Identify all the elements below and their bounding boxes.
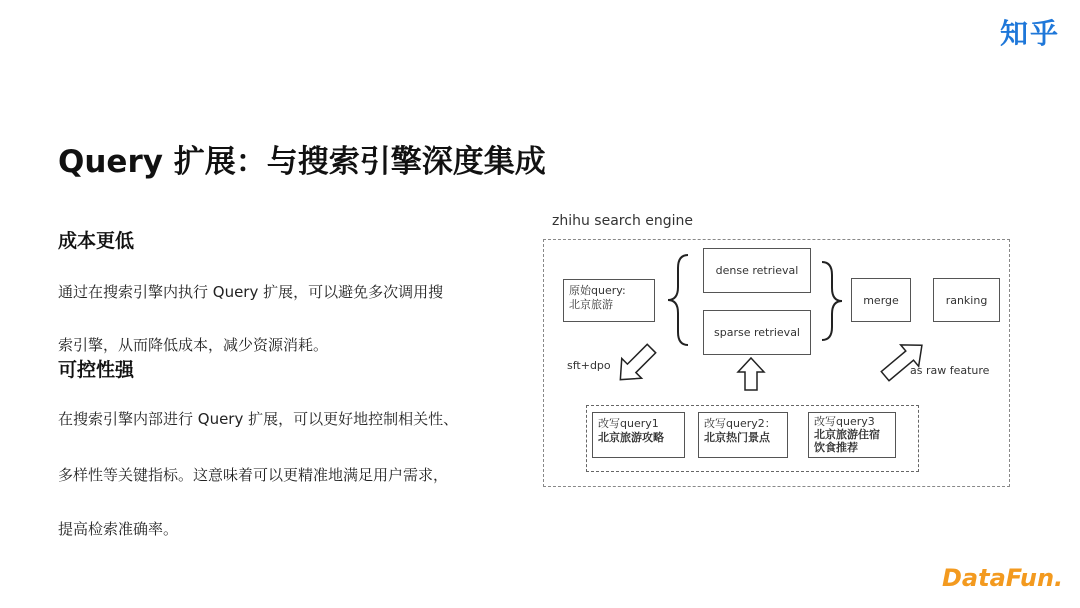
diagram-title: zhihu search engine bbox=[552, 213, 694, 229]
section-control-line-3: 提高检索准确率。 bbox=[58, 520, 179, 538]
section-heading-control: 可控性强 bbox=[58, 359, 135, 381]
sparse-retrieval-label: sparse retrieval bbox=[714, 326, 800, 339]
original-query-label: 原始query: bbox=[569, 284, 626, 297]
ranking-label: ranking bbox=[945, 293, 988, 307]
rewrite-query-1-label: 改写query1 bbox=[598, 417, 659, 430]
section-control-line-1: 在搜索引擎内部进行 Query 扩展，可以更好地控制相关性、 bbox=[58, 410, 459, 428]
rewrite-query-3-value-1: 北京旅游住宿 bbox=[814, 428, 880, 441]
sft-dpo-label: sft+dpo bbox=[567, 359, 611, 372]
rewrite-query-3-value-2: 饮食推荐 bbox=[814, 441, 858, 454]
arrow-down-right-icon bbox=[610, 339, 661, 390]
dense-retrieval-label: dense retrieval bbox=[715, 264, 799, 277]
original-query-value: 北京旅游 bbox=[569, 298, 613, 311]
right-brace-icon bbox=[822, 262, 842, 340]
page-title: Query 扩展：与搜索引擎深度集成 bbox=[58, 144, 546, 180]
merge-label: merge bbox=[863, 293, 899, 307]
section-cost-line-2: 索引擎，从而降低成本，减少资源消耗。 bbox=[58, 336, 329, 354]
arrow-up-icon bbox=[738, 358, 764, 390]
section-cost-line-1: 通过在搜索引擎内执行 Query 扩展，可以避免多次调用搜 bbox=[58, 283, 444, 301]
arrow-up-right-icon bbox=[876, 335, 931, 387]
section-heading-cost: 成本更低 bbox=[58, 230, 135, 252]
rewrite-query-2-value: 北京热门景点 bbox=[704, 431, 770, 444]
rewrite-query-2-label: 改写query2： bbox=[704, 417, 776, 430]
rewrite-query-3-label: 改写query3 bbox=[814, 415, 875, 428]
left-brace-icon bbox=[668, 255, 688, 345]
rewrite-query-1-value: 北京旅游攻略 bbox=[598, 431, 664, 444]
raw-feature-label: as raw feature bbox=[910, 364, 990, 377]
datafun-logo: DataFun. bbox=[942, 564, 1064, 592]
section-control-line-2: 多样性等关键指标。这意味着可以更精准地满足用户需求， bbox=[58, 466, 449, 484]
zhihu-logo: 知乎 bbox=[1000, 17, 1061, 50]
